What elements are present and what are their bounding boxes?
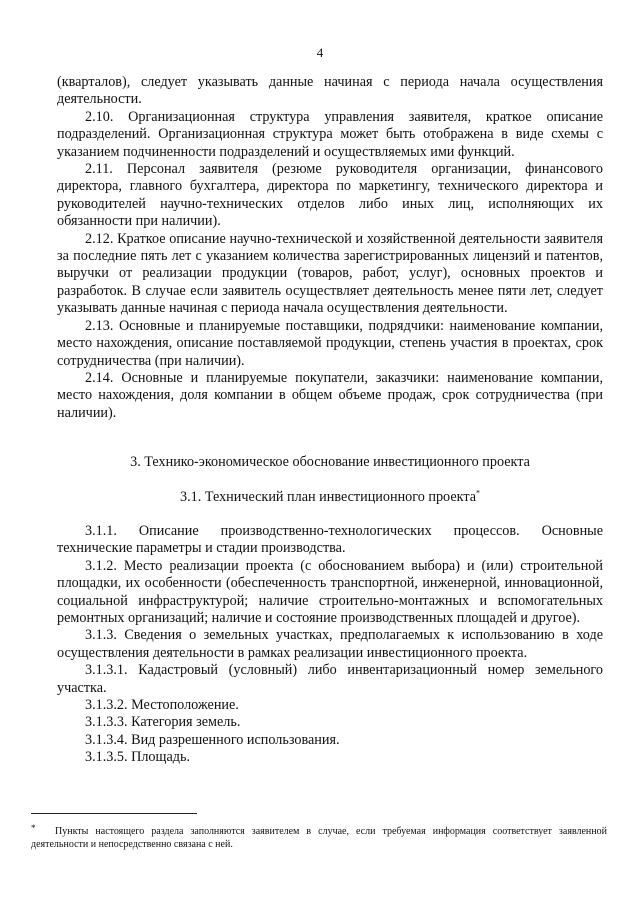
paragraph-3-1-3: 3.1.3. Сведения о земельных участках, предполагаемых к использованию в ходе осуществления деятельности в рамках реализации инвестиционного проекта. bbox=[57, 627, 603, 661]
paragraph-2-10: 2.10. Организационная структура управления заявителя, краткое описание подразделений. Организационная структура может быть отображена в виде схемы с указанием подчиненности подразделений и осуществляемых ими функций. bbox=[57, 108, 603, 160]
document-body bbox=[57, 74, 603, 767]
paragraph-2-13: 2.13. Основные и планируемые поставщики, подрядчики: наименование компании, место нахождения, описание поставляемой продукции, степень участия в проектах, срок сотрудничества (при наличии). bbox=[57, 317, 603, 369]
footnote-text: Пункты настоящего раздела заполняются заявителем в случае, если требуемая информация соответствует заявленной деятельности и непосредственно связана с ней. bbox=[31, 826, 607, 850]
subsection-heading bbox=[57, 489, 603, 506]
paragraph-2-14: 2.14. Основные и планируемые покупатели, заказчики: наименование компании, место нахождения, доля компании в общем объеме продаж, срок сотрудничества (при наличии). bbox=[57, 369, 603, 421]
paragraph-3-1-3-2: 3.1.3.2. Местоположение. bbox=[85, 697, 239, 713]
paragraph-3-1-2: 3.1.2. Место реализации проекта (с обоснованием выбора) и (или) строительной площадки, их особенности (обеспеченность транспортной, инженерной, инновационной, социальной инфраструктурой; наличие строительно-монтажных и вспомогательных ремонтных организаций; наличие и состояние производственных площадей и другое). bbox=[57, 557, 603, 626]
paragraph-3-1-3-3: 3.1.3.3. Категория земель. bbox=[85, 714, 241, 731]
subsection-heading-text: 3.1. Технический план инвестиционного проекта bbox=[180, 488, 476, 505]
page-number: 4 bbox=[316, 45, 324, 60]
footnote-reference: * bbox=[476, 487, 480, 497]
footnote bbox=[31, 825, 607, 851]
paragraph-2-11: 2.11. Персонал заявителя (резюме руководителя организации, финансового директора, главного бухгалтера, директора по маркетингу, технического директора и руководителей научно-технических отделов либо иных лиц, исполняющих их обязанности при наличии). bbox=[57, 161, 603, 230]
footnote-marker: * bbox=[31, 823, 36, 833]
paragraph-3-1-3-5: 3.1.3.5. Площадь. bbox=[85, 749, 190, 766]
paragraph-2-12: 2.12. Краткое описание научно-технической и хозяйственной деятельности заявителя за последние пять лет с указанием количества зарегистрированных лицензий и патентов, выручки от реализации продукции (товаров, работ, услуг), основных проектов и разработок. В случае если заявитель осуществляет деятельность менее пяти лет, следует указывать данные начиная с периода начала осуществления деятельности. bbox=[57, 230, 603, 317]
paragraph-continuation: (кварталов), следует указывать данные начиная с периода начала осуществления деятельности. bbox=[57, 74, 603, 108]
paragraph-3-1-3-4: 3.1.3.4. Вид разрешенного использования. bbox=[85, 731, 340, 748]
section-heading: 3. Технико-экономическое обоснование инвестиционного проекта bbox=[130, 454, 530, 471]
paragraph-3-1-3-1: 3.1.3.1. Кадастровый (условный) либо инвентаризационный номер земельного участка. bbox=[57, 662, 603, 696]
paragraph-3-1-1: 3.1.1. Описание производственно-технологических процессов. Основные технические параметры и стадии производства. bbox=[57, 522, 603, 557]
footnote-separator bbox=[31, 813, 197, 814]
